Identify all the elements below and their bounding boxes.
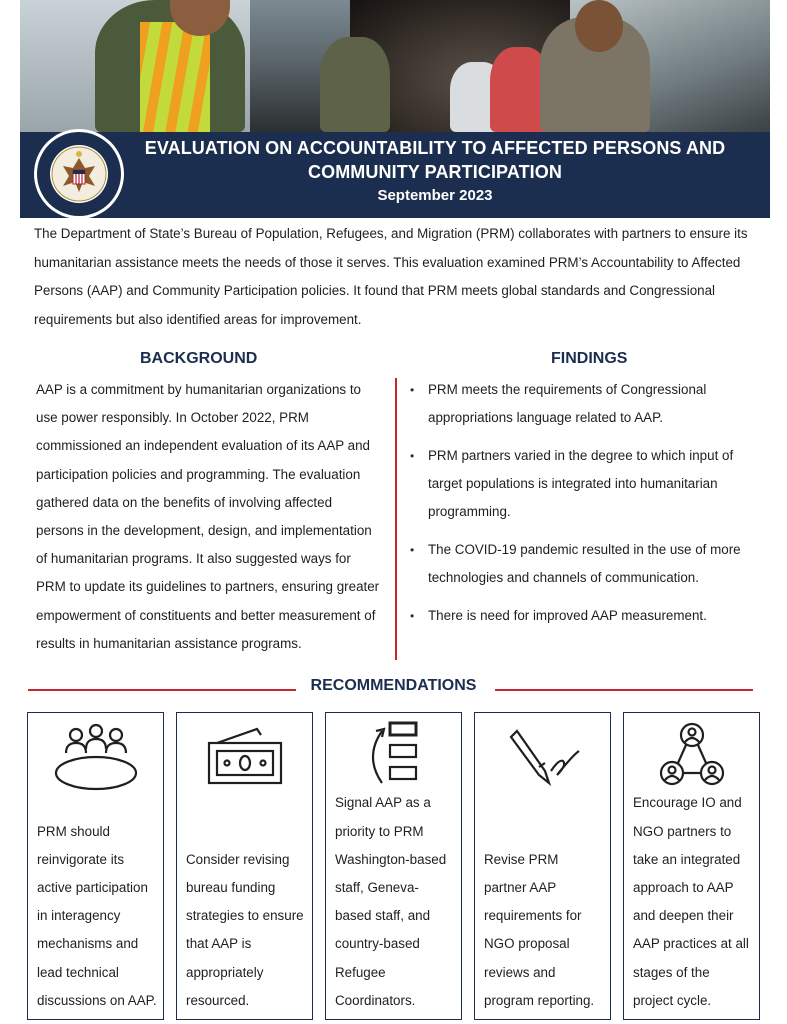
recommendation-card: [176, 712, 313, 1020]
page-title: EVALUATION ON ACCOUNTABILITY TO AFFECTED PERSONS AND COMMUNITY PARTICIPATION: [144, 138, 726, 182]
recommendation-card: [474, 712, 611, 1020]
recommendation-card: [623, 712, 760, 1020]
report-date: September 2023: [377, 187, 493, 204]
recommendation-card: [325, 712, 462, 1020]
money-bills-icon: [177, 721, 312, 801]
column-divider: [395, 378, 397, 660]
hero-person: [320, 37, 390, 132]
hero-person-head: [575, 0, 623, 52]
finding-item: • There is need for improved AAP measurement.: [408, 602, 758, 630]
recommendation-card: [27, 712, 164, 1020]
department-of-state-seal-icon: [33, 128, 125, 220]
recommendation-text: PRM should reinvigorate its active participation in interagency mechanisms and lead technical discussions on AAP.: [37, 823, 157, 1008]
recommendations-heading: RECOMMENDATIONS: [310, 677, 477, 694]
pen-signature-icon: [475, 721, 610, 801]
findings-list: [408, 376, 758, 640]
background-text: AAP is a commitment by humanitarian organizations to use power responsibly. In October 2022, PRM commissioned an independent evaluation of its AAP and participation policies and programming. The evaluation gathered data on the benefits of involving affected persons in the development, design, and implementation of humanitarian programs. It also suggested ways for PRM to update its guidelines to partners, ensuring greater empowerment of constituents and better measurement of results in humanitarian assistance programs.: [36, 382, 380, 651]
recommendation-text: Revise PRM partner AAP requirements for NGO proposal reviews and program reporting.: [484, 851, 595, 1008]
finding-item: • PRM meets the requirements of Congressional appropriations language related to AAP.: [408, 376, 758, 432]
recommendation-text: Encourage IO and NGO partners to take an integrated approach to AAP and deepen their AAP practices at all stages of the project cycle.: [633, 795, 749, 1008]
recommendations-rule-right: [495, 689, 753, 691]
intro-paragraph: The Department of State’s Bureau of Population, Refugees, and Migration (PRM) collaborates with partners to ensure its humanitarian assistance meets the needs of those it serves. This evaluation examined PRM’s Accountability to Affected Persons (AAP) and Community Participation policies. It found that PRM meets global standards and Congressional requirements but also identified areas for improvement.: [34, 226, 748, 327]
finding-item: • The COVID-19 pandemic resulted in the use of more technologies and channels of communication.: [408, 536, 758, 592]
findings-heading: FINDINGS: [551, 350, 628, 367]
hero-photo: [20, 0, 770, 132]
recommendation-text: Signal AAP as a priority to PRM Washington-based staff, Geneva-based staff, and country-based Refugee Coordinators.: [335, 795, 447, 1008]
title-banner: [20, 132, 770, 218]
meeting-table-icon: [28, 721, 163, 801]
finding-item: • PRM partners varied in the degree to which input of target populations is integrated into humanitarian programming.: [408, 442, 758, 527]
background-heading: BACKGROUND: [140, 350, 258, 367]
hero-safety-vest: [140, 22, 210, 132]
recommendation-text: Consider revising bureau funding strategies to ensure that AAP is appropriately resourced.: [186, 851, 304, 1008]
